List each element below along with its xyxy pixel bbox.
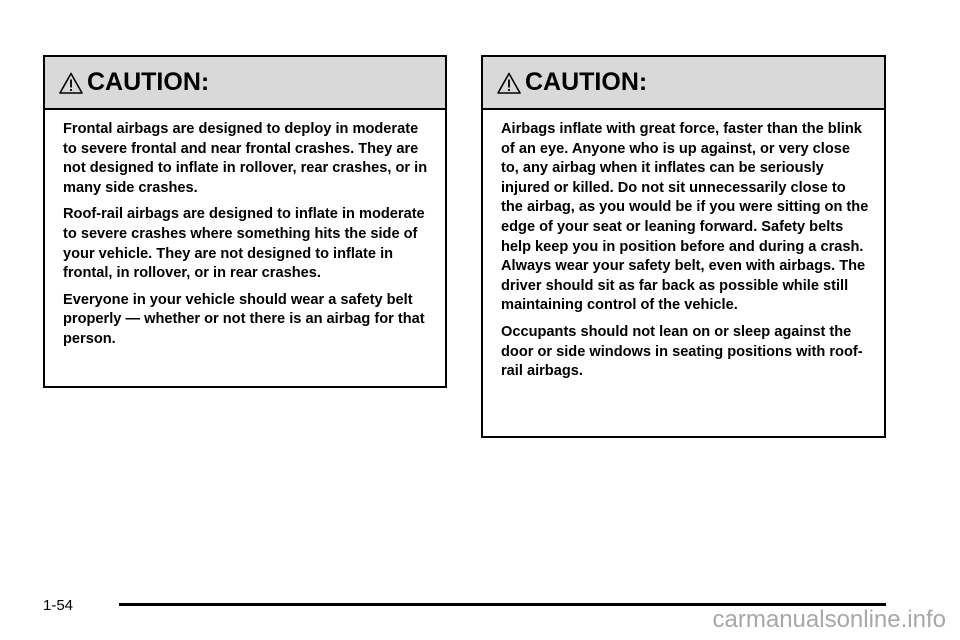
- caution-paragraph: Frontal airbags are designed to deploy in moderate to severe frontal and near frontal crashes. They are not designed to inflate in rollover, rear crashes, or in many side crashes.: [63, 121, 428, 196]
- caution-paragraph: Roof-rail airbags are designed to inflate in moderate to severe crashes where something hits the side of your vehicle. They are not designed to inflate in frontal, in rollover, or in rear crashes.: [63, 206, 425, 282]
- caution-header: [45, 57, 445, 110]
- caution-body: [45, 110, 445, 350]
- caution-box-frontal-airbags: [43, 55, 447, 388]
- caution-box-airbag-force: [481, 55, 886, 438]
- caution-title: CAUTION:: [525, 68, 648, 96]
- caution-title: CAUTION:: [87, 68, 210, 96]
- watermark: carmanualsonline.info: [712, 606, 946, 633]
- caution-body: [483, 110, 884, 382]
- warning-triangle-icon: [497, 72, 521, 94]
- caution-header: [483, 57, 884, 110]
- caution-paragraph: Occupants should not lean on or sleep against the door or side windows in seating positions with roof-rail airbags.: [501, 323, 863, 380]
- caution-paragraph: Airbags inflate with great force, faster than the blink of an eye. Anyone who is up against, or very close to, any airbag when it inflates can be seriously injured or killed. Do not sit unnecessarily close to the airbag, as you would be if you were sitting on the edge of your seat or leaning forward. Safety belts help keep you in position before and during a crash. Always wear your safety belt, even with airbags. The driver should sit as far back as possible while still maintaining control of the vehicle.: [501, 121, 869, 314]
- page-number: 1-54: [43, 597, 74, 614]
- caution-paragraph: Everyone in your vehicle should wear a safety belt properly — whether or not there is an airbag for that person.: [63, 291, 425, 347]
- warning-triangle-icon: [59, 72, 83, 94]
